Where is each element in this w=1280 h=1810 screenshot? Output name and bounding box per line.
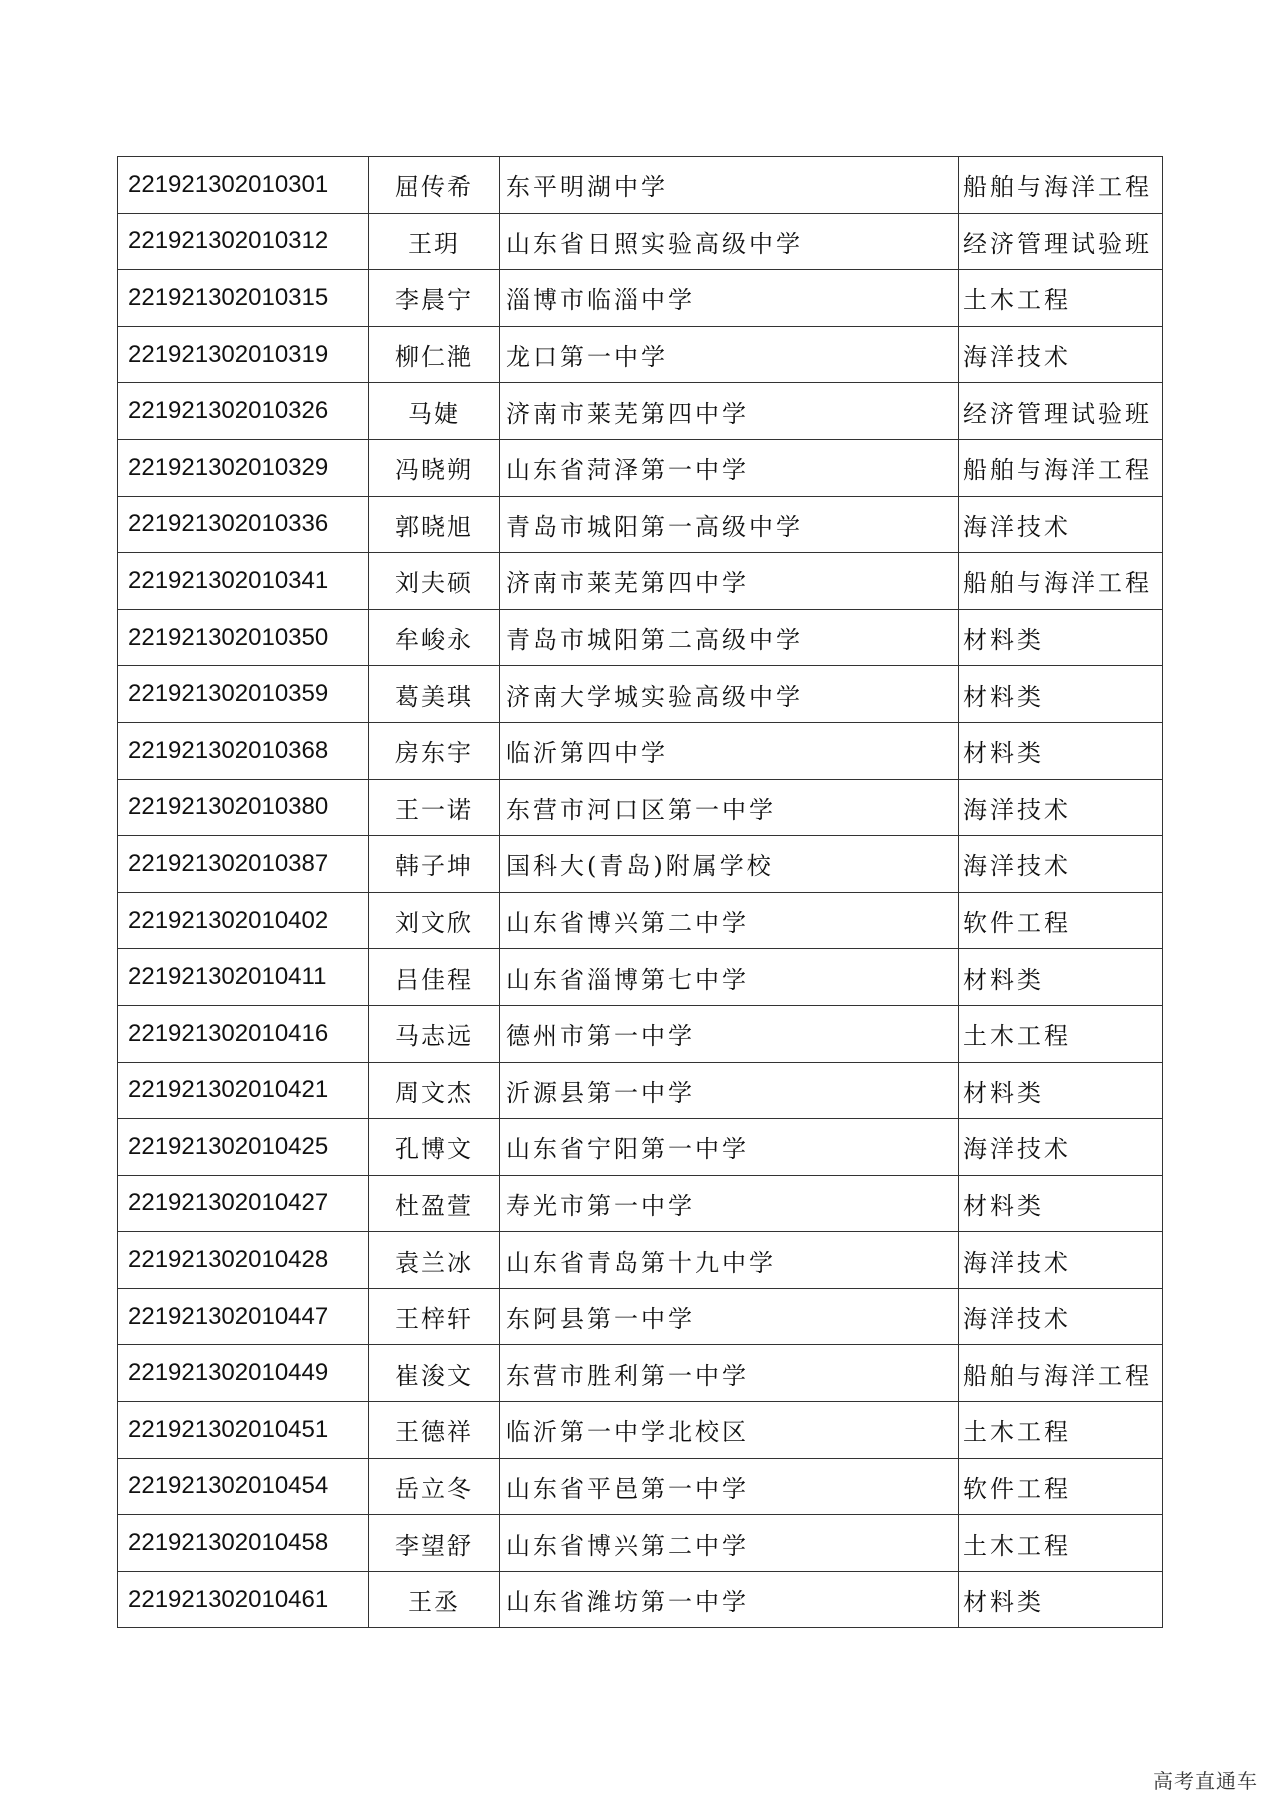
cell-school: 济南大学城实验高级中学 (500, 666, 959, 723)
cell-school: 龙口第一中学 (500, 326, 959, 383)
cell-candidate-id: 221921302010350 (118, 609, 369, 666)
cell-major: 经济管理试验班 (959, 383, 1163, 440)
cell-major: 海洋技术 (959, 779, 1163, 836)
cell-major: 土木工程 (959, 1402, 1163, 1459)
cell-candidate-id: 221921302010326 (118, 383, 369, 440)
table-row (118, 1062, 1163, 1119)
cell-major: 海洋技术 (959, 1232, 1163, 1289)
cell-major: 船舶与海洋工程 (959, 157, 1163, 214)
cell-student-name: 郭晓旭 (369, 496, 500, 553)
table-row (118, 1458, 1163, 1515)
cell-candidate-id: 221921302010336 (118, 496, 369, 553)
cell-major: 经济管理试验班 (959, 213, 1163, 270)
cell-major: 材料类 (959, 1571, 1163, 1628)
cell-candidate-id: 221921302010329 (118, 439, 369, 496)
cell-candidate-id: 221921302010451 (118, 1402, 369, 1459)
cell-candidate-id: 221921302010461 (118, 1571, 369, 1628)
cell-student-name: 冯晓朔 (369, 439, 500, 496)
table-row (118, 609, 1163, 666)
cell-school: 东营市胜利第一中学 (500, 1345, 959, 1402)
cell-student-name: 岳立冬 (369, 1458, 500, 1515)
cell-candidate-id: 221921302010454 (118, 1458, 369, 1515)
cell-major: 海洋技术 (959, 1288, 1163, 1345)
cell-school: 山东省宁阳第一中学 (500, 1119, 959, 1176)
cell-major: 土木工程 (959, 1515, 1163, 1572)
table-row (118, 1232, 1163, 1289)
cell-major: 材料类 (959, 722, 1163, 779)
cell-major: 材料类 (959, 1062, 1163, 1119)
cell-major: 船舶与海洋工程 (959, 1345, 1163, 1402)
cell-candidate-id: 221921302010447 (118, 1288, 369, 1345)
cell-school: 山东省博兴第二中学 (500, 892, 959, 949)
cell-student-name: 袁兰冰 (369, 1232, 500, 1289)
cell-school: 寿光市第一中学 (500, 1175, 959, 1232)
cell-school: 临沂第一中学北校区 (500, 1402, 959, 1459)
table-row (118, 1175, 1163, 1232)
cell-student-name: 王梓轩 (369, 1288, 500, 1345)
cell-candidate-id: 221921302010427 (118, 1175, 369, 1232)
table-row (118, 1005, 1163, 1062)
cell-candidate-id: 221921302010312 (118, 213, 369, 270)
table-body (118, 157, 1163, 1628)
cell-candidate-id: 221921302010368 (118, 722, 369, 779)
table-row (118, 1345, 1163, 1402)
table-row (118, 1402, 1163, 1459)
cell-candidate-id: 221921302010428 (118, 1232, 369, 1289)
cell-student-name: 屈传希 (369, 157, 500, 214)
cell-major: 材料类 (959, 666, 1163, 723)
cell-candidate-id: 221921302010359 (118, 666, 369, 723)
cell-major: 海洋技术 (959, 1119, 1163, 1176)
table-row (118, 779, 1163, 836)
cell-school: 青岛市城阳第一高级中学 (500, 496, 959, 553)
cell-student-name: 孔博文 (369, 1119, 500, 1176)
cell-major: 材料类 (959, 1175, 1163, 1232)
cell-major: 海洋技术 (959, 326, 1163, 383)
table-row (118, 892, 1163, 949)
cell-school: 青岛市城阳第二高级中学 (500, 609, 959, 666)
cell-major: 土木工程 (959, 270, 1163, 327)
cell-candidate-id: 221921302010416 (118, 1005, 369, 1062)
cell-major: 土木工程 (959, 1005, 1163, 1062)
cell-student-name: 刘文欣 (369, 892, 500, 949)
cell-major: 海洋技术 (959, 836, 1163, 893)
cell-candidate-id: 221921302010411 (118, 949, 369, 1006)
cell-candidate-id: 221921302010315 (118, 270, 369, 327)
cell-student-name: 杜盈萱 (369, 1175, 500, 1232)
table-row (118, 1571, 1163, 1628)
admission-table (117, 156, 1163, 1628)
cell-school: 临沂第四中学 (500, 722, 959, 779)
table-row (118, 270, 1163, 327)
cell-school: 东平明湖中学 (500, 157, 959, 214)
cell-student-name: 王德祥 (369, 1402, 500, 1459)
table-row (118, 722, 1163, 779)
cell-school: 东阿县第一中学 (500, 1288, 959, 1345)
cell-candidate-id: 221921302010458 (118, 1515, 369, 1572)
cell-school: 山东省菏泽第一中学 (500, 439, 959, 496)
cell-school: 国科大(青岛)附属学校 (500, 836, 959, 893)
table-row (118, 326, 1163, 383)
table-row (118, 213, 1163, 270)
cell-candidate-id: 221921302010301 (118, 157, 369, 214)
cell-school: 淄博市临淄中学 (500, 270, 959, 327)
table-row (118, 496, 1163, 553)
cell-student-name: 葛美琪 (369, 666, 500, 723)
cell-student-name: 房东宇 (369, 722, 500, 779)
cell-candidate-id: 221921302010421 (118, 1062, 369, 1119)
cell-student-name: 马婕 (369, 383, 500, 440)
cell-student-name: 李望舒 (369, 1515, 500, 1572)
cell-major: 软件工程 (959, 892, 1163, 949)
cell-school: 山东省日照实验高级中学 (500, 213, 959, 270)
cell-major: 材料类 (959, 949, 1163, 1006)
table-row (118, 1119, 1163, 1176)
cell-student-name: 马志远 (369, 1005, 500, 1062)
table-row (118, 439, 1163, 496)
cell-candidate-id: 221921302010425 (118, 1119, 369, 1176)
cell-major: 船舶与海洋工程 (959, 553, 1163, 610)
cell-student-name: 韩子坤 (369, 836, 500, 893)
cell-candidate-id: 221921302010380 (118, 779, 369, 836)
cell-candidate-id: 221921302010387 (118, 836, 369, 893)
cell-major: 海洋技术 (959, 496, 1163, 553)
cell-school: 山东省淄博第七中学 (500, 949, 959, 1006)
cell-candidate-id: 221921302010402 (118, 892, 369, 949)
cell-school: 东营市河口区第一中学 (500, 779, 959, 836)
table-row (118, 1515, 1163, 1572)
cell-student-name: 柳仁滟 (369, 326, 500, 383)
cell-student-name: 周文杰 (369, 1062, 500, 1119)
table-row (118, 666, 1163, 723)
table-row (118, 1288, 1163, 1345)
watermark: 高考直通车 (1153, 1769, 1258, 1793)
table-row (118, 949, 1163, 1006)
cell-school: 山东省博兴第二中学 (500, 1515, 959, 1572)
table-row (118, 836, 1163, 893)
cell-school: 济南市莱芜第四中学 (500, 553, 959, 610)
cell-major: 材料类 (959, 609, 1163, 666)
cell-major: 软件工程 (959, 1458, 1163, 1515)
cell-student-name: 吕佳程 (369, 949, 500, 1006)
cell-candidate-id: 221921302010341 (118, 553, 369, 610)
cell-candidate-id: 221921302010319 (118, 326, 369, 383)
cell-student-name: 牟峻永 (369, 609, 500, 666)
cell-student-name: 李晨宁 (369, 270, 500, 327)
cell-major: 船舶与海洋工程 (959, 439, 1163, 496)
cell-school: 山东省平邑第一中学 (500, 1458, 959, 1515)
cell-student-name: 王丞 (369, 1571, 500, 1628)
table-row (118, 553, 1163, 610)
cell-student-name: 王一诺 (369, 779, 500, 836)
cell-candidate-id: 221921302010449 (118, 1345, 369, 1402)
cell-school: 济南市莱芜第四中学 (500, 383, 959, 440)
cell-student-name: 王玥 (369, 213, 500, 270)
table-row (118, 383, 1163, 440)
cell-student-name: 崔浚文 (369, 1345, 500, 1402)
table-row (118, 157, 1163, 214)
cell-school: 山东省潍坊第一中学 (500, 1571, 959, 1628)
cell-student-name: 刘夫硕 (369, 553, 500, 610)
cell-school: 山东省青岛第十九中学 (500, 1232, 959, 1289)
cell-school: 沂源县第一中学 (500, 1062, 959, 1119)
cell-school: 德州市第一中学 (500, 1005, 959, 1062)
